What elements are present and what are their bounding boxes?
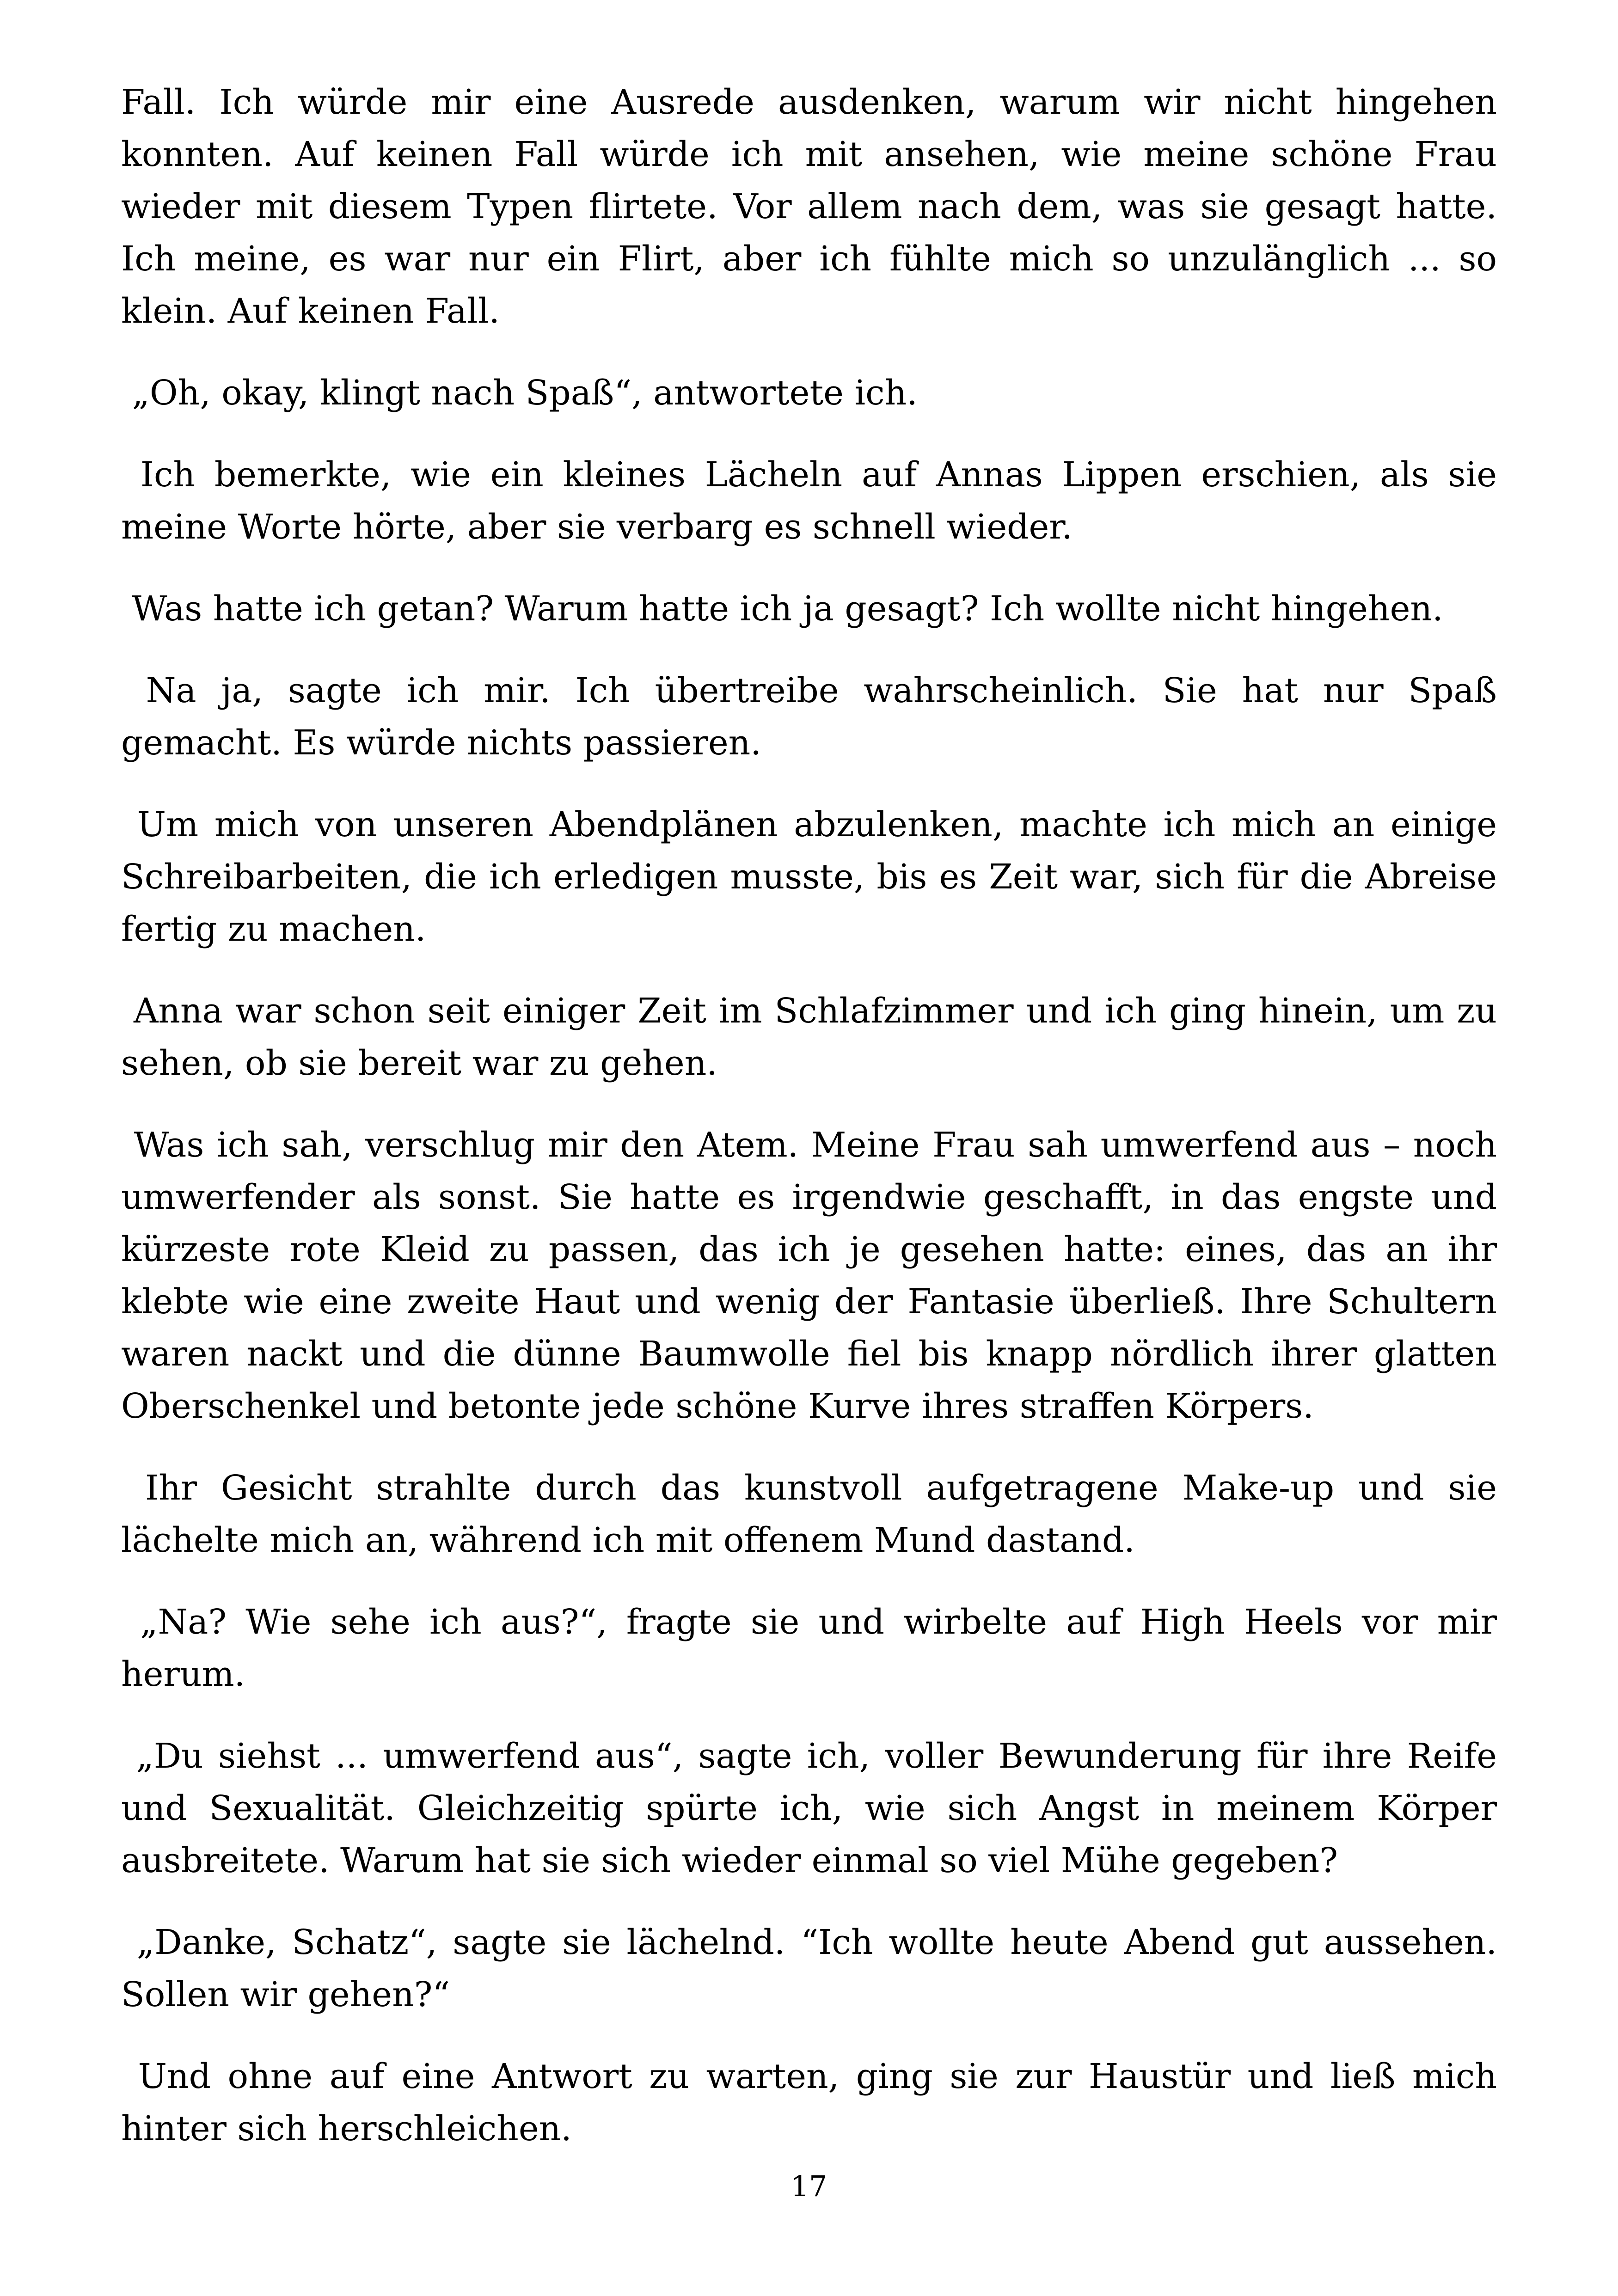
paragraph: Ihr Gesicht strahlte durch das kunstvoll aufgetragene Make-up und sie lächelte mich an, während ich mit offenem Mund dastand. (121, 1468, 1508, 1560)
paragraph: „Oh, okay, klingt nach Spaß“, antwortete ich. (121, 373, 918, 413)
paragraph: Was hatte ich getan? Warum hatte ich ja gesagt? Ich wollte nicht hingehen. (121, 589, 1443, 629)
paragraph: Was ich sah, verschlug mir den Atem. Meine Frau sah umwerfend aus – noch umwerfender als sonst. Sie hatte es irgendwie geschafft, in das engste und kürzeste rote Kleid zu passen, das ich je gesehen hatte: eines, das an ihr klebte wie eine zweite Haut und wenig der Fantasie überließ. Ihre Schultern waren nackt und die dünne Baumwolle fiel bis knapp nördlich ihrer glatten Oberschenkel und betonte jede schöne Kurve ihres straffen Körpers. (121, 1125, 1508, 1426)
paragraph: Anna war schon seit einiger Zeit im Schlafzimmer und ich ging hinein, um zu sehen, ob sie bereit war zu gehen. (121, 991, 1508, 1083)
body-text (121, 76, 1508, 2185)
paragraph: Fall. Ich würde mir eine Ausrede ausdenken, warum wir nicht hingehen konnten. Auf keinen Fall würde ich mit ansehen, wie meine schöne Frau wieder mit diesem Typen flirtete. Vor allem nach dem, was sie gesagt hatte. Ich meine, es war nur ein Flirt, aber ich fühlte mich so unzulänglich ... so klein. Auf keinen Fall. (121, 82, 1508, 331)
paragraph: „Du siehst ... umwerfend aus“, sagte ich, voller Bewunderung für ihre Reife und Sexualität. Gleichzeitig spürte ich, wie sich Angst in meinem Körper ausbreitete. Warum hat sie sich wieder einmal so viel Mühe gegeben? (121, 1736, 1508, 1880)
paragraph: Na ja, sagte ich mir. Ich übertreibe wahrscheinlich. Sie hat nur Spaß gemacht. Es würde nichts passieren. (121, 671, 1508, 763)
paragraph: Ich bemerkte, wie ein kleines Lächeln auf Annas Lippen erschien, als sie meine Worte hörte, aber sie verbarg es schnell wieder. (121, 455, 1508, 547)
page-number: 17 (791, 2169, 827, 2203)
paragraph: „Danke, Schatz“, sagte sie lächelnd. “Ich wollte heute Abend gut aussehen. Sollen wir gehen?“ (121, 1923, 1508, 2014)
paragraph: „Na? Wie sehe ich aus?“, fragte sie und wirbelte auf High Heels vor mir herum. (121, 1602, 1508, 1694)
paragraph: Und ohne auf eine Antwort zu warten, ging sie zur Haustür und ließ mich hinter sich herschleichen. (121, 2057, 1508, 2149)
paragraph: Um mich von unseren Abendplänen abzulenken, machte ich mich an einige Schreibarbeiten, die ich erledigen musste, bis es Zeit war, sich für die Abreise fertig zu machen. (121, 805, 1508, 949)
